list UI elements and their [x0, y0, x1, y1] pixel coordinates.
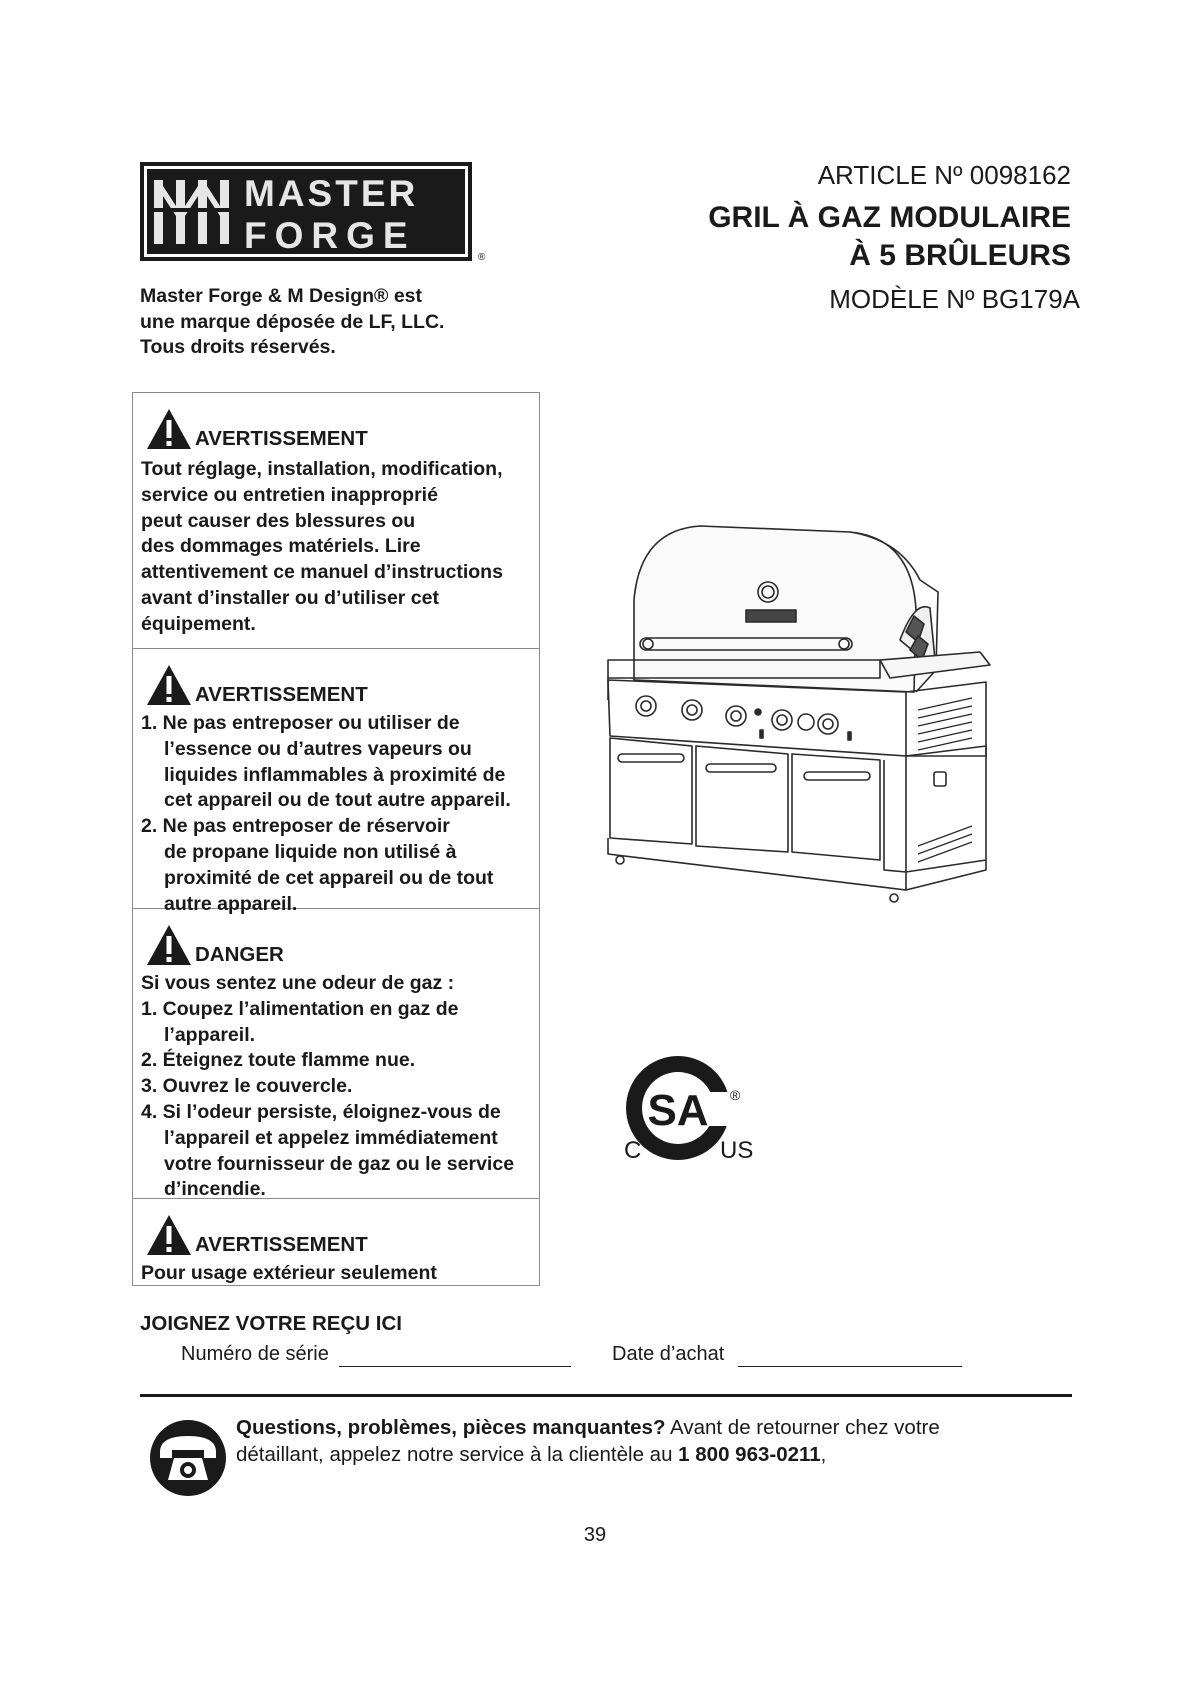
- product-title-line1: GRIL À GAZ MODULAIRE: [708, 201, 1071, 234]
- warning-body: [141, 457, 537, 638]
- danger-triangle-icon: [145, 923, 193, 967]
- master-forge-logo: [140, 162, 472, 261]
- warning-item: 1. Ne pas entreposer ou utiliser de: [141, 712, 460, 734]
- warning-line: service ou entretien inapproprié: [141, 483, 438, 506]
- contact-text1: Avant de retourner chez votre: [665, 1416, 940, 1439]
- contact-question: Questions, problèmes, pièces manquantes?: [236, 1416, 666, 1439]
- warning-item-cont: l’appareil et appelez immédiatement: [164, 1126, 498, 1149]
- warning-item-cont: votre fournisseur de gaz ou le service: [164, 1152, 515, 1175]
- warning-item: 2. Éteignez toute flamme nue.: [141, 1049, 416, 1072]
- warning-triangle-icon: [145, 407, 193, 451]
- warning-line: attentivement ce manuel d’instructions: [141, 561, 503, 584]
- purchase-date-label: Date d’achat: [612, 1343, 725, 1365]
- receipt-label: JOIGNEZ VOTRE REÇU ICI: [140, 1312, 402, 1335]
- model-number: MODÈLE Nº BG179A: [829, 284, 1080, 314]
- section-divider: [140, 1394, 1072, 1397]
- warning-item: 4. Si l’odeur persiste, éloignez-vous de: [141, 1100, 501, 1123]
- warning-item-cont: liquides inflammables à proximité de: [164, 763, 506, 786]
- warning-box: [132, 392, 540, 1286]
- warning-item-cont: cet appareil ou de tout autre appareil.: [164, 789, 511, 812]
- warning-line: avant d’installer ou d’utiliser cet: [141, 586, 439, 609]
- warning-section-3: [133, 909, 539, 1199]
- logo-line1: MASTER: [244, 173, 419, 214]
- page-number: 39: [583, 1524, 607, 1546]
- contact-line-2: [236, 1441, 996, 1468]
- warning-title: AVERTISSEMENT: [195, 683, 368, 706]
- contact-text3: ,: [820, 1443, 827, 1466]
- brand-note-line: Tous droits réservés.: [140, 336, 336, 358]
- warning-section-1: [133, 393, 539, 649]
- warning-triangle-icon: [145, 663, 193, 707]
- brand-note: [140, 284, 540, 361]
- warning-item-cont: l’appareil.: [164, 1023, 256, 1046]
- warning-section-2: [133, 649, 539, 915]
- csa-us-label: US: [720, 1137, 754, 1164]
- serial-number-label: Numéro de série: [181, 1343, 329, 1365]
- warning-line: équipement.: [141, 612, 256, 635]
- contact-line-1: [236, 1414, 996, 1441]
- brand-note-line: Master Forge & M Design® est: [140, 285, 423, 307]
- telephone-icon: [146, 1418, 230, 1498]
- logo-line2: FORGE: [244, 215, 416, 256]
- warning-item-cont: l’essence ou d’autres vapeurs ou: [164, 737, 472, 760]
- warning-item: 2. Ne pas entreposer de réservoir: [141, 815, 450, 838]
- warning-body: [141, 971, 537, 1203]
- warning-body: [141, 711, 537, 917]
- purchase-date-field[interactable]: [738, 1366, 962, 1367]
- warning-body: [141, 1261, 537, 1287]
- csa-registered: ®: [730, 1087, 741, 1103]
- warning-title: AVERTISSEMENT: [195, 1233, 368, 1256]
- product-title-line2: À 5 BRÛLEURS: [849, 239, 1071, 272]
- logo-registered-mark: ®: [478, 252, 486, 263]
- warning-item-cont: de propane liquide non utilisé à: [164, 840, 457, 863]
- article-number: ARTICLE Nº 0098162: [817, 160, 1071, 190]
- grill-illustration: [600, 520, 1060, 980]
- danger-title: DANGER: [195, 943, 284, 966]
- danger-intro: Si vous sentez une odeur de gaz :: [141, 972, 455, 994]
- brand-note-line: une marque déposée de LF, LLC.: [140, 310, 445, 333]
- warning-line: Pour usage extérieur seulement: [141, 1262, 437, 1284]
- warning-title: AVERTISSEMENT: [195, 427, 368, 450]
- warning-item-cont: proximité de cet appareil ou de tout: [164, 866, 494, 889]
- customer-service-note: [236, 1414, 996, 1468]
- warning-line: peut causer des blessures ou: [141, 509, 416, 532]
- warning-item: 3. Ouvrez le couvercle.: [141, 1075, 353, 1098]
- contact-text2: détaillant, appelez notre service à la clientèle au: [236, 1443, 679, 1466]
- warning-item-cont: autre appareil.: [164, 892, 298, 915]
- warning-line: des dommages matériels. Lire: [141, 535, 421, 558]
- contact-phone: 1 800 963-0211: [678, 1443, 821, 1466]
- serial-number-field[interactable]: [339, 1366, 571, 1367]
- csa-mark-text: SA: [647, 1086, 709, 1135]
- warning-triangle-icon: [145, 1213, 193, 1257]
- warning-line: Tout réglage, installation, modification,: [141, 458, 503, 480]
- warning-section-4: [133, 1199, 539, 1285]
- warning-item-cont: d’incendie.: [164, 1178, 266, 1201]
- csa-c-label: C: [624, 1137, 642, 1164]
- warning-item: 1. Coupez l’alimentation en gaz de: [141, 997, 459, 1020]
